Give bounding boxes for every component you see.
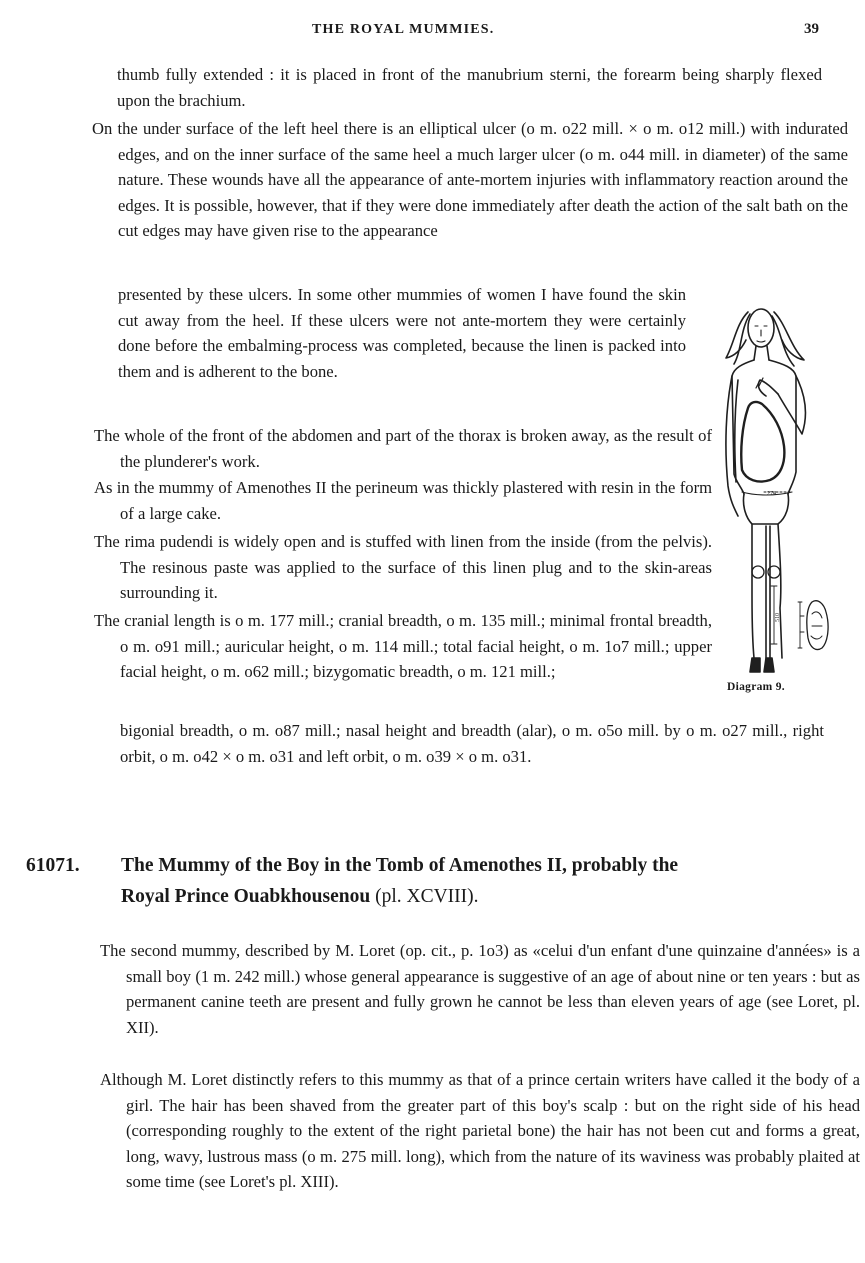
entry-title-line2: Royal Prince Ouabkhousenou xyxy=(121,886,371,907)
paragraph-abdomen: The whole of the front of the abdomen and part of the thorax is broken away, as the result of the plunderer's work. xyxy=(94,426,712,471)
mummy-drawing xyxy=(712,296,834,700)
paragraph-cranial-measurements: The cranial length is o m. 177 mill.; cranial breadth, o m. 135 mill.; minimal frontal breadth, o m. o91 mill.; auricular height, o m. 114 mill.; total facial height, o m. 1o7 mill.; upper facial height, o m. o62 mill.; bizygomatic breadth, o m. 121 mill.; xyxy=(94,611,712,682)
paragraph-perineum: As in the mummy of Amenothes II the perineum was thickly plastered with resin in the form of a large cake. xyxy=(94,478,712,523)
paragraph-thumb: thumb fully extended : it is placed in front of the manubrium sterni, the forearm being sharply flexed upon the brachium. xyxy=(117,65,822,110)
page-number: 39 xyxy=(804,21,819,37)
entry-heading xyxy=(26,850,836,912)
paragraph-ulcer-continued: presented by these ulcers. In some other mummies of women I have found the skin cut away from the heel. If these ulcers were not ante-mortem they were certainly done before the embalming-process was completed, because the linen is packed into them and is adherent to the bone. xyxy=(118,285,686,381)
running-title: THE ROYAL MUMMIES. xyxy=(312,22,495,37)
entry-title-line1: The Mummy of the Boy in the Tomb of Amenothes II, probably the xyxy=(121,855,679,876)
paragraph-second-mummy: The second mummy, described by M. Loret (op. cit., p. 1o3) as «celui d'un enfant d'une quinzaine d'années» is a small boy (1 m. 242 mill.) whose general appearance is suggestive of an age of about nine or ten years : but as permanent canine teeth are present and fully grown he cannot be less than eleven years of age (see Loret, pl. XII). xyxy=(100,941,860,1037)
diagram-label-waist: 274 xyxy=(767,491,776,497)
mummy-diagram xyxy=(712,296,834,700)
diagram-label-leg: 510 xyxy=(775,613,781,622)
entry-plate-ref: (pl. XCVIII). xyxy=(375,886,479,907)
figure-caption: Diagram 9. xyxy=(727,681,785,693)
page-header xyxy=(0,20,865,44)
entry-number: 61071. xyxy=(26,855,80,876)
paragraph-heel-ulcer: On the under surface of the left heel there is an elliptical ulcer (o m. o22 mill. × o m. o12 mill.) with indurated edges, and on the inner surface of the same heel a much larger ulcer (o m. o44 mill. in diameter) of the same nature. These wounds have all the appearance of ante-mortem injuries with inflammatory reaction around the edges. It is possible, however, that if they were done immediately after death the action of the salt bath on the cut edges may have given rise to the appearance xyxy=(92,119,848,241)
paragraph-prince-hair: Although M. Loret distinctly refers to this mummy as that of a prince certain writers have called it the body of a girl. The hair has been shaved from the greater part of this boy's scalp : but on the right side of his head (corresponding roughly to the extent of the right parietal bone) the hair has not been cut and forms a great, long, wavy, lustrous mass (o m. 275 mill. long), which from the nature of its waviness was probably plaited at some time (see Loret's pl. XIII). xyxy=(100,1070,860,1192)
paragraph-rima-pudendi: The rima pudendi is widely open and is stuffed with linen from the inside (from the pelvis). The resinous paste was applied to the surface of this linen plug and to the skin-areas surrounding it. xyxy=(94,532,712,603)
paragraph-measurements-continued: bigonial breadth, o m. o87 mill.; nasal height and breadth (alar), o m. o5o mill. by o m. o27 mill., right orbit, o m. o42 × o m. o31 and left orbit, o m. o39 × o m. o31. xyxy=(120,721,824,766)
